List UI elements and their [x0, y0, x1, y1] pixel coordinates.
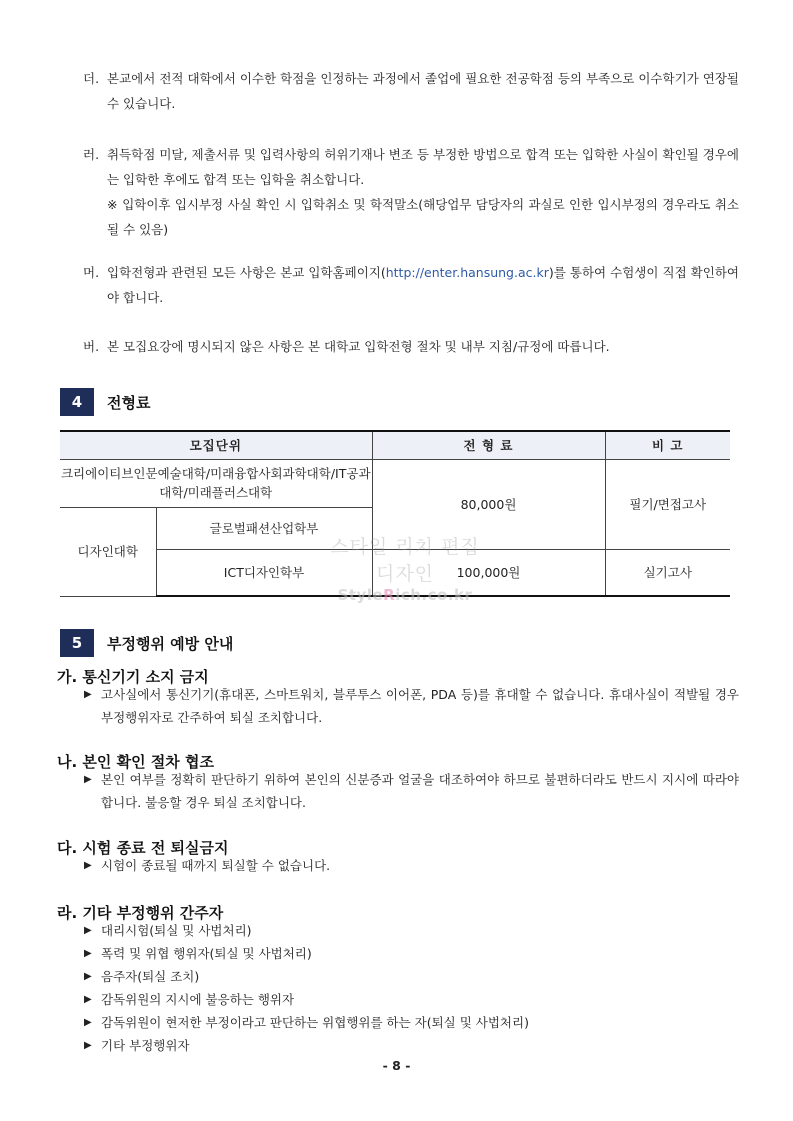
bullet-arrow-icon: ▶: [84, 994, 92, 1005]
list-item: [84, 988, 739, 1011]
list-item-text: 본인 여부를 정확히 판단하기 위하여 본인의 신분증과 얼굴을 대조하여야 하므로 불편하더라도 반드시 지시에 따라야 합니다. 불응할 경우 퇴실 조치합니다.: [101, 772, 739, 810]
unit-dept: ICT디자인학부: [156, 549, 372, 596]
page-number: - 8 -: [382, 1058, 411, 1073]
list-item-text: 감독위원의 지시에 불응하는 행위자: [101, 992, 295, 1007]
watermark-line1: 스타일 리치 편집 디자인: [330, 536, 480, 585]
paragraph-deo: [83, 66, 739, 116]
table-row: [60, 459, 730, 507]
bullet-arrow-icon: ▶: [84, 860, 92, 871]
section-5-header: [60, 629, 233, 657]
paragraph-label: 러.: [83, 147, 100, 162]
list-item: [84, 1034, 739, 1057]
list-item: [84, 683, 739, 729]
watermark-text: Style: [337, 586, 384, 604]
bullet-arrow-icon: ▶: [84, 948, 92, 959]
list-item: [84, 854, 739, 877]
subsection-title: 나. 본인 확인 절차 협조: [57, 753, 214, 771]
unit-colleges: 크리에이티브인문예술대학/미래융합사회과학대학/IT공과대학/미래플러스대학: [60, 459, 372, 507]
list-item-text: 기타 부정행위자: [101, 1038, 190, 1053]
bullet-arrow-icon: ▶: [84, 689, 92, 700]
header-fee: 전 형 료: [372, 431, 605, 459]
paragraph-text: 취득학점 미달, 제출서류 및 입력사항의 허위기재나 변조 등 부정한 방법으로 합격 또는 입학한 사실이 확인될 경우에는 입학한 후에도 합격 또는 입학을 취소합니다.: [107, 147, 739, 187]
paragraph-text: 본 모집요강에 명시되지 않은 사항은 본 대학교 입학전형 절차 및 내부 지침/규정에 따릅니다.: [107, 339, 610, 354]
section-number: 5: [60, 629, 94, 657]
bullet-arrow-icon: ▶: [84, 1040, 92, 1051]
list-item: [84, 942, 739, 965]
list-item-text: 폭력 및 위협 행위자(퇴실 및 사법처리): [101, 946, 312, 961]
bullet-arrow-icon: ▶: [84, 971, 92, 982]
section-title: 전형료: [107, 393, 151, 412]
paragraph-beo: [83, 334, 739, 359]
table-header-row: [60, 431, 730, 459]
list-item-text: 감독위원이 현저한 부정이라고 판단하는 위협행위를 하는 자(퇴실 및 사법처리): [101, 1015, 529, 1030]
unit-design-college: 디자인대학: [60, 507, 156, 596]
paragraph-text: 본교에서 전적 대학에서 이수한 학점을 인정하는 과정에서 졸업에 필요한 전공학점 등의 부족으로 이수학기가 연장될 수 있습니다.: [107, 71, 739, 111]
note-cell: 실기고사: [605, 549, 730, 596]
paragraph-meo: [83, 260, 739, 310]
fee-cell: 80,000원: [372, 459, 605, 549]
list-item-text: 시험이 종료될 때까지 퇴실할 수 없습니다.: [101, 858, 331, 873]
list-item: [84, 919, 739, 942]
section-title: 부정행위 예방 안내: [107, 634, 234, 653]
homepage-link[interactable]: http://enter.hansung.ac.kr: [385, 265, 549, 280]
table-row: [60, 549, 730, 596]
header-note: 비 고: [605, 431, 730, 459]
fee-table: [60, 430, 730, 597]
watermark-text: ich.co.kr: [395, 586, 473, 604]
fee-cell: 100,000원: [372, 549, 605, 596]
paragraph-label: 버.: [83, 339, 100, 354]
bullet-arrow-icon: ▶: [84, 925, 92, 936]
paragraph-label: 더.: [83, 71, 100, 86]
list-item: [84, 768, 739, 814]
list-item-text: 대리시험(퇴실 및 사법처리): [101, 923, 252, 938]
subsection-title: 다. 시험 종료 전 퇴실금지: [57, 839, 229, 857]
subsection-title: 가. 통신기기 소지 금지: [57, 668, 209, 686]
section-4-header: [60, 388, 150, 416]
paragraph-text: [83, 260, 739, 310]
watermark-accent: R: [383, 586, 396, 604]
list-item-text: 고사실에서 통신기기(휴대폰, 스마트워치, 블루투스 이어폰, PDA 등)를 휴대할 수 없습니다. 휴대사실이 적발될 경우 부정행위자로 간주하여 퇴실 조치합니다.: [101, 687, 739, 725]
section-number: 4: [60, 388, 94, 416]
list-item: [84, 965, 739, 988]
unit-dept: 글로벌패션산업학부: [156, 507, 372, 549]
bullet-arrow-icon: ▶: [84, 774, 92, 785]
paragraph-label: 머.: [83, 265, 100, 280]
note-cell: 필기/면접고사: [605, 459, 730, 549]
list-item-text: 음주자(퇴실 조치): [101, 969, 200, 984]
bullet-arrow-icon: ▶: [84, 1017, 92, 1028]
paragraph-note: ※ 입학이후 입시부정 사실 확인 시 입학취소 및 학적말소(해당업무 담당자의 과실로 인한 입시부정의 경우라도 취소될 수 있음): [107, 197, 739, 237]
list-item: [84, 1011, 739, 1034]
subsection-title: 라. 기타 부정행위 간주자: [57, 904, 224, 922]
header-unit: 모집단위: [60, 431, 372, 459]
paragraph-reo: [83, 142, 739, 242]
paragraph-text-before: 입학전형과 관련된 모든 사항은 본교 입학홈페이지(: [107, 265, 386, 280]
paragraph-text-after: )를 통하여 수험생이 직접 확인하여야 합니다.: [107, 265, 739, 305]
